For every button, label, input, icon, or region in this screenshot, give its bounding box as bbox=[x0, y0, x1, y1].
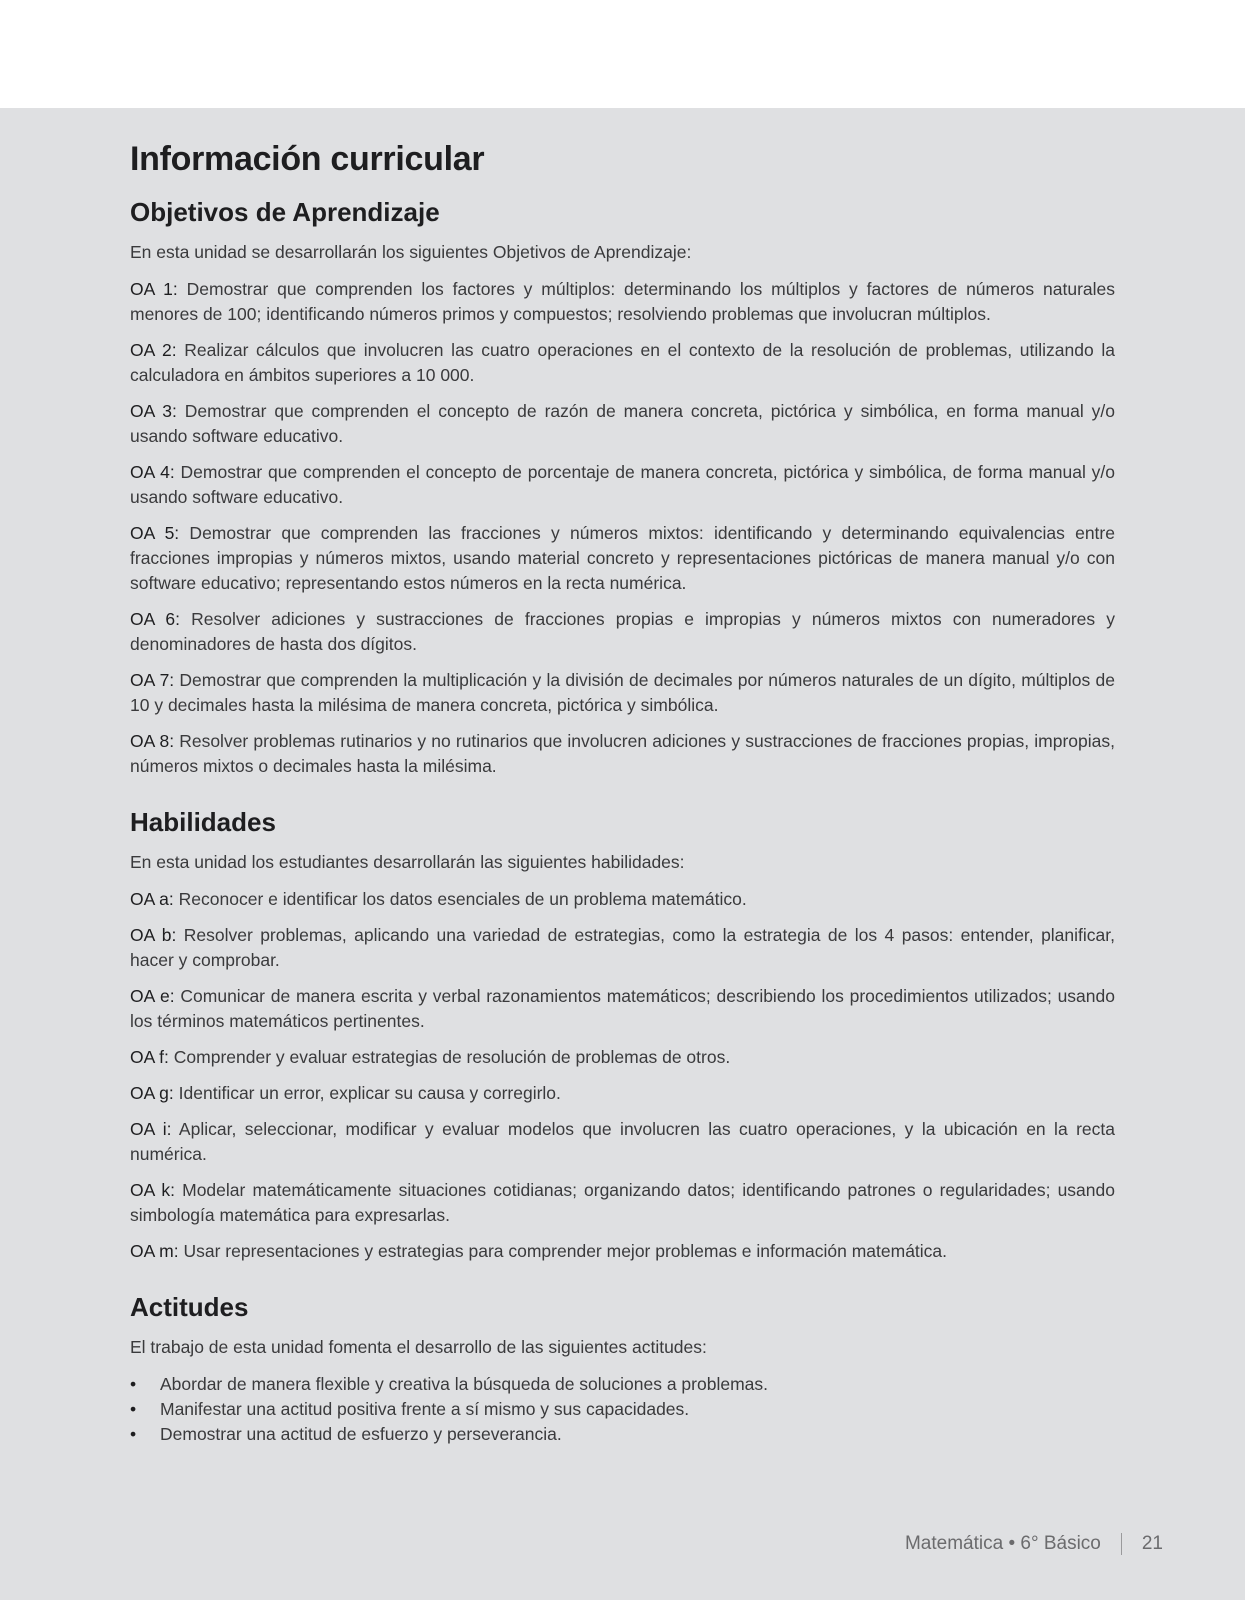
list-item bbox=[130, 1422, 1115, 1447]
skill-item bbox=[130, 1117, 1115, 1167]
objectives-section bbox=[130, 197, 1115, 779]
skill-text: Reconocer e identificar los datos esenciales de un problema matemático. bbox=[173, 889, 747, 909]
objective-item bbox=[130, 668, 1115, 718]
skill-text: Usar representaciones y estrategias para comprender mejor problemas e información matemática. bbox=[178, 1241, 948, 1261]
page-body bbox=[0, 108, 1245, 1600]
bullet-icon: • bbox=[130, 1399, 137, 1419]
objectives-heading: Objetivos de Aprendizaje bbox=[130, 197, 440, 227]
skill-item bbox=[130, 984, 1115, 1034]
objective-item bbox=[130, 521, 1115, 596]
skill-text: Aplicar, seleccionar, modificar y evaluar modelos que involucren las cuatro operaciones, y la ubicación en la recta numérica. bbox=[130, 1119, 1115, 1164]
attitudes-section bbox=[130, 1292, 1115, 1447]
objective-code: OA 6: bbox=[130, 609, 181, 629]
skill-item bbox=[130, 1178, 1115, 1228]
attitudes-heading: Actitudes bbox=[130, 1292, 249, 1322]
objective-text: Realizar cálculos que involucren las cuatro operaciones en el contexto de la resolución de problemas, utilizando la calculadora en ámbitos superiores a 10 000. bbox=[130, 340, 1115, 385]
objective-item bbox=[130, 399, 1115, 449]
skill-text: Resolver problemas, aplicando una variedad de estrategias, como la estrategia de los 4 pasos: entender, planificar, hacer y comprobar. bbox=[130, 925, 1115, 970]
objective-code: OA 4: bbox=[130, 462, 175, 482]
skill-code: OA m: bbox=[130, 1241, 179, 1261]
skill-code: OA i: bbox=[130, 1119, 172, 1139]
objective-item bbox=[130, 338, 1115, 388]
skill-code: OA g: bbox=[130, 1083, 174, 1103]
skill-item bbox=[130, 1239, 1115, 1264]
page-top-margin bbox=[0, 0, 1245, 108]
skill-item bbox=[130, 923, 1115, 973]
attitude-text: Manifestar una actitud positiva frente a sí mismo y sus capacidades. bbox=[160, 1399, 690, 1419]
objective-text: Demostrar que comprenden las fracciones y números mixtos: identificando y determinando equivalencias entre fracciones impropias y números mixtos, usando material concreto y representaciones pictóricas de manera manual y/o con software educativo; representando estos números en la recta numérica. bbox=[130, 523, 1115, 593]
objective-text: Demostrar que comprenden la multiplicación y la división de decimales por números naturales de un dígito, múltiplos de 10 y decimales hasta la milésima de manera concreta, pictórica y simbólica. bbox=[130, 670, 1115, 715]
skills-heading: Habilidades bbox=[130, 807, 276, 837]
skill-code: OA k: bbox=[130, 1180, 176, 1200]
objective-item bbox=[130, 277, 1115, 327]
objective-text: Resolver adiciones y sustracciones de fracciones propias e impropias y números mixtos con numeradores y denominadores de hasta dos dígitos. bbox=[130, 609, 1115, 654]
objectives-intro: En esta unidad se desarrollarán los siguientes Objetivos de Aprendizaje: bbox=[130, 242, 692, 262]
attitudes-list bbox=[130, 1372, 1115, 1447]
skill-item bbox=[130, 1081, 1115, 1106]
footer-divider bbox=[1121, 1533, 1122, 1555]
attitude-text: Abordar de manera flexible y creativa la búsqueda de soluciones a problemas. bbox=[160, 1374, 768, 1394]
skill-text: Comunicar de manera escrita y verbal razonamientos matemáticos; describiendo los procedimientos utilizados; usando los términos matemáticos pertinentes. bbox=[130, 986, 1115, 1031]
skill-code: OA f: bbox=[130, 1047, 169, 1067]
skill-text: Modelar matemáticamente situaciones cotidianas; organizando datos; identificando patrones o regularidades; usando simbología matemática para expresarlas. bbox=[130, 1180, 1115, 1225]
objective-code: OA 5: bbox=[130, 523, 180, 543]
skill-item bbox=[130, 1045, 1115, 1070]
objective-code: OA 3: bbox=[130, 401, 177, 421]
skill-item bbox=[130, 887, 1115, 912]
attitude-text: Demostrar una actitud de esfuerzo y perseverancia. bbox=[160, 1424, 562, 1444]
objective-code: OA 2: bbox=[130, 340, 177, 360]
objective-text: Resolver problemas rutinarios y no rutinarios que involucren adiciones y sustracciones de fracciones propias, impropias, números mixtos o decimales hasta la milésima. bbox=[130, 731, 1115, 776]
skill-code: OA e: bbox=[130, 986, 175, 1006]
list-item bbox=[130, 1397, 1115, 1422]
attitudes-intro: El trabajo de esta unidad fomenta el desarrollo de las siguientes actitudes: bbox=[130, 1337, 707, 1357]
skills-intro: En esta unidad los estudiantes desarrollarán las siguientes habilidades: bbox=[130, 852, 685, 872]
objective-item bbox=[130, 729, 1115, 779]
page-number: 21 bbox=[1141, 1533, 1163, 1554]
objective-text: Demostrar que comprenden el concepto de porcentaje de manera concreta, pictórica y simbólica, de forma manual y/o usando software educativo. bbox=[130, 462, 1115, 507]
bullet-icon: • bbox=[130, 1424, 137, 1444]
objective-item bbox=[130, 460, 1115, 510]
objective-code: OA 8: bbox=[130, 731, 175, 751]
objective-text: Demostrar que comprenden los factores y múltiplos: determinando los múltiplos y factores de números naturales menores de 100; identificando números primos y compuestos; resolviendo problemas que involucran múltiplos. bbox=[130, 279, 1116, 324]
skills-section bbox=[130, 807, 1115, 1264]
bullet-icon: • bbox=[130, 1374, 137, 1394]
page-footer bbox=[905, 1533, 1163, 1555]
skill-code: OA a: bbox=[130, 889, 174, 909]
objective-code: OA 7: bbox=[130, 670, 175, 690]
objective-text: Demostrar que comprenden el concepto de razón de manera concreta, pictórica y simbólica, en forma manual y/o usando software educativo. bbox=[130, 401, 1115, 446]
objective-code: OA 1: bbox=[130, 279, 178, 299]
page-title: Información curricular bbox=[130, 140, 485, 178]
footer-subject: Matemática • 6° Básico bbox=[904, 1533, 1101, 1554]
skill-text: Identificar un error, explicar su causa y corregirlo. bbox=[173, 1083, 561, 1103]
skill-text: Comprender y evaluar estrategias de resolución de problemas de otros. bbox=[168, 1047, 731, 1067]
list-item bbox=[130, 1372, 1115, 1397]
skill-code: OA b: bbox=[130, 925, 177, 945]
objective-item bbox=[130, 607, 1115, 657]
